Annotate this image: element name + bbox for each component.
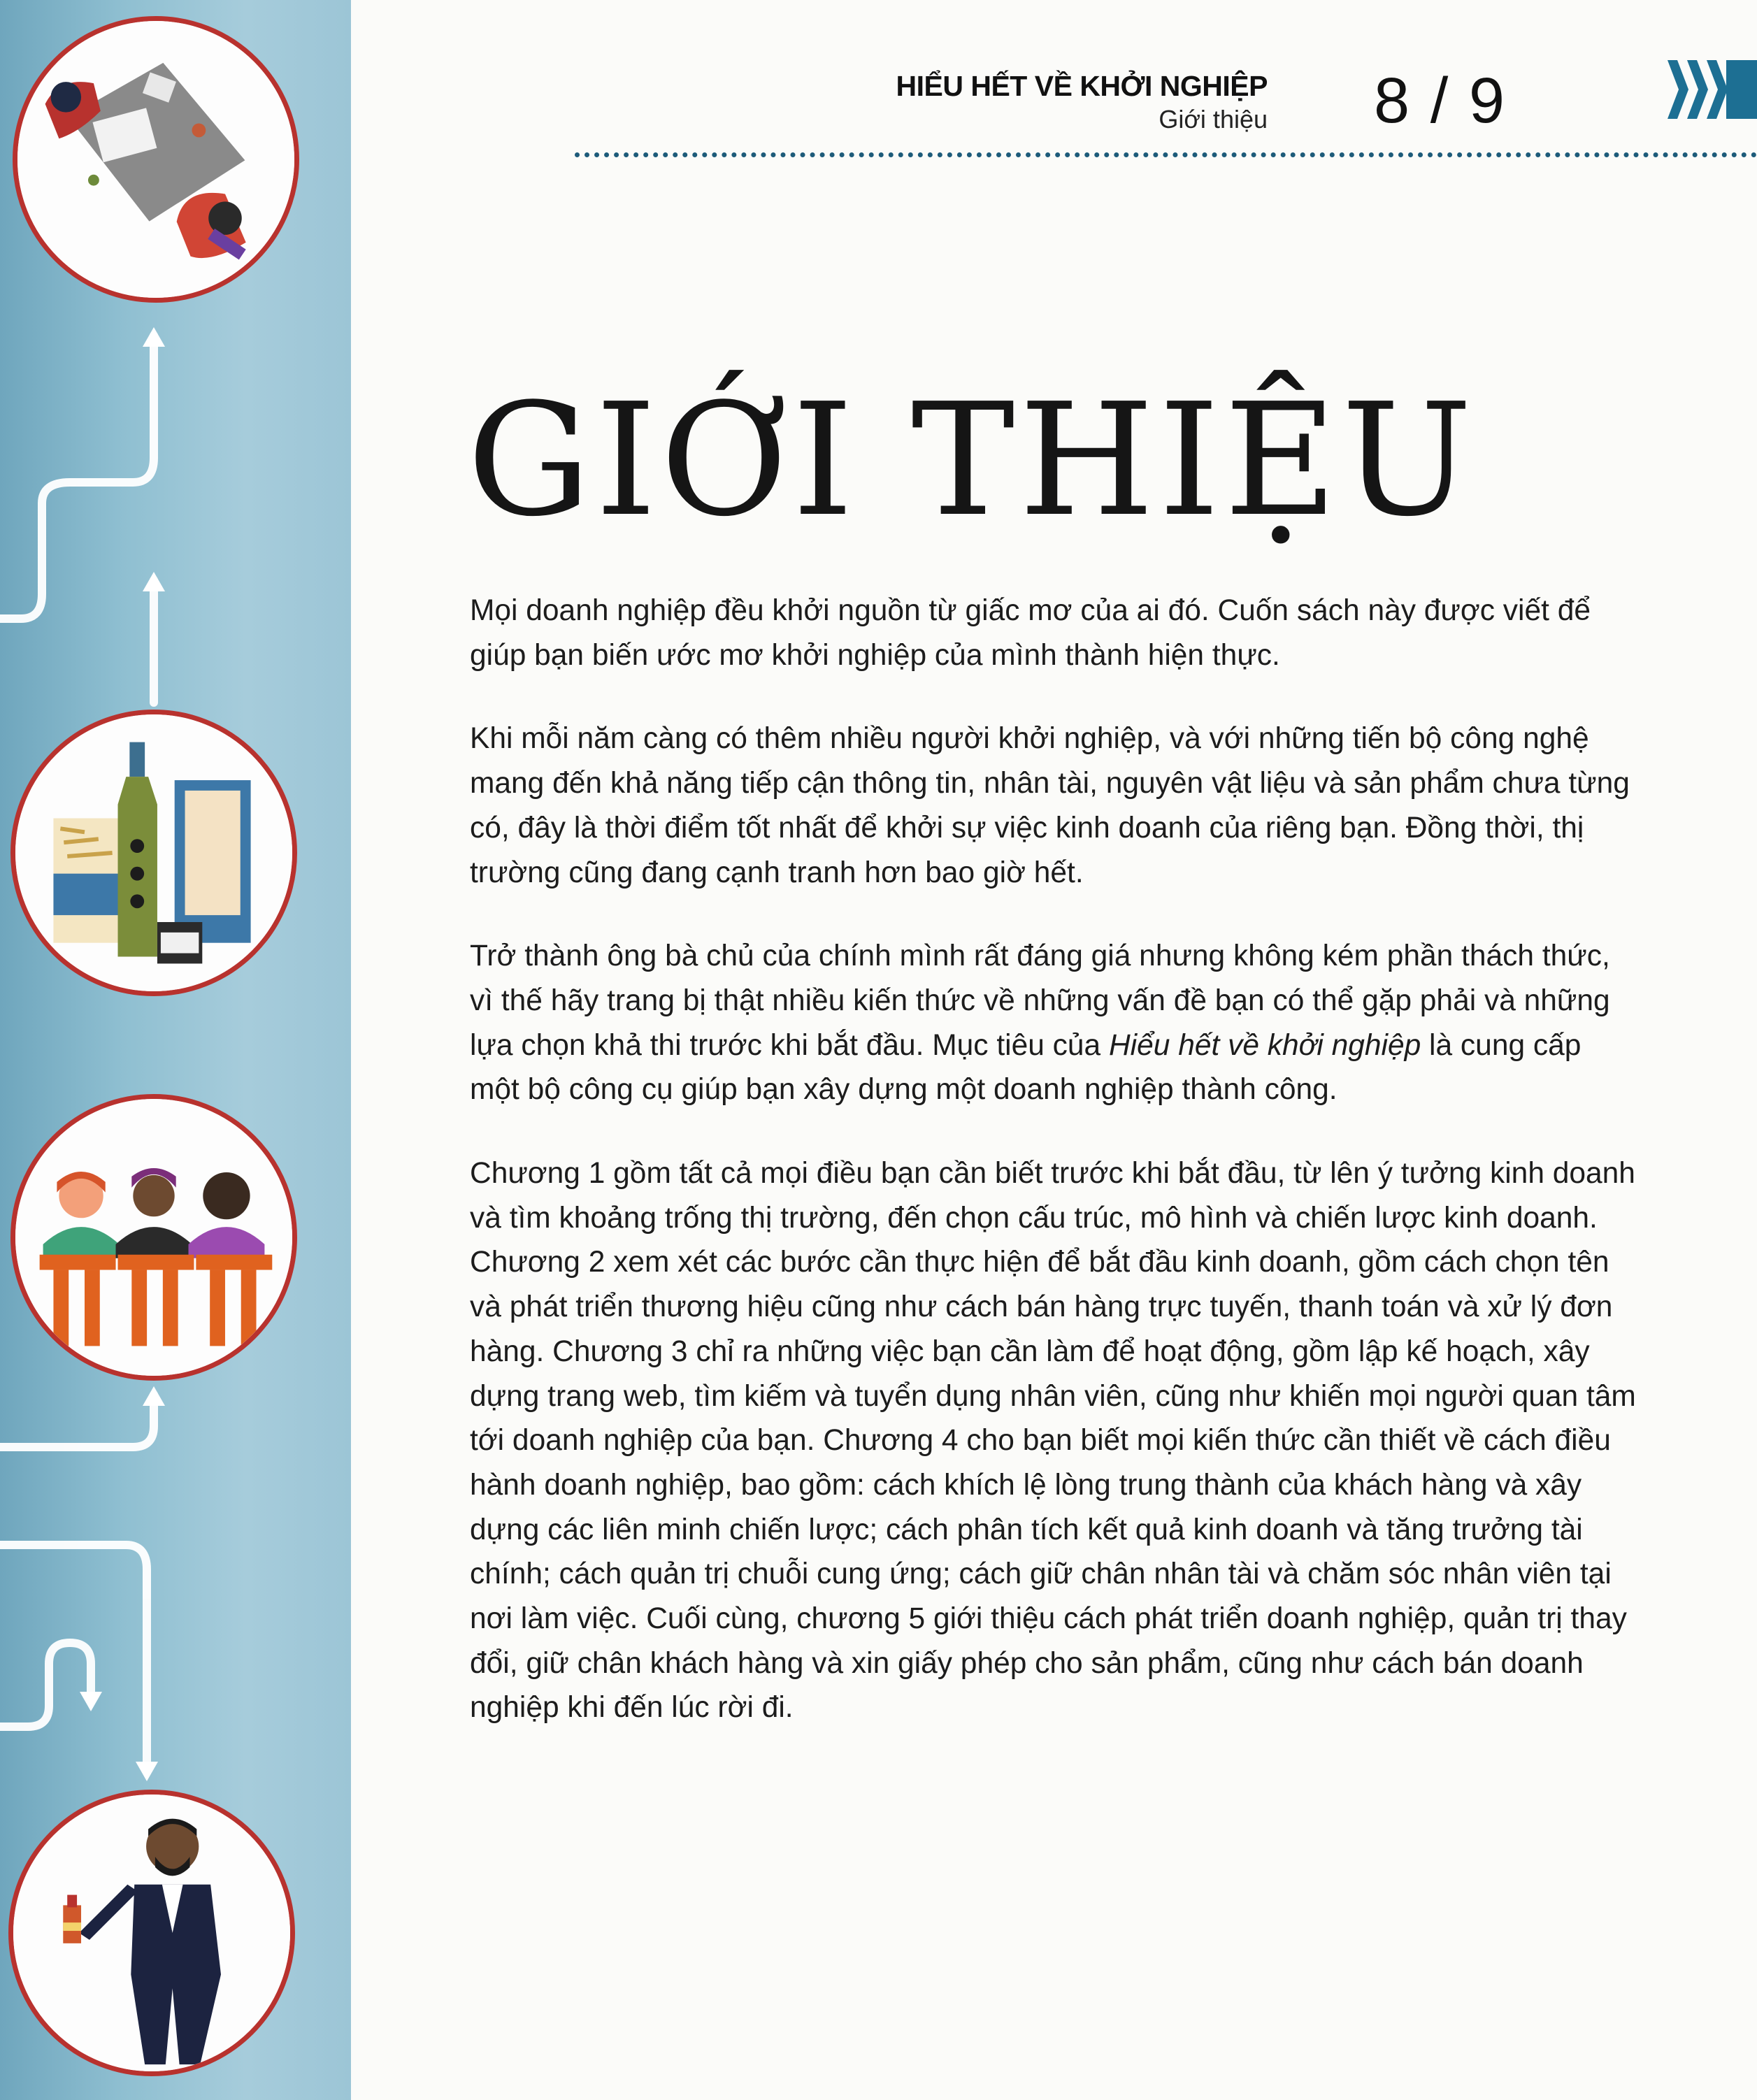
body-text: [470, 589, 1637, 1769]
paragraph-4: Chương 1 gồm tất cả mọi điều bạn cần biết trước khi bắt đầu, từ lên ý tưởng kinh doanh và tìm khoảng trống thị trường, đến chọn cấu trúc, mô hình và chiến lược kinh doanh. Chương 2 xem xét các bước cần thực hiện để bắt đầu kinh doanh, gồm cách chọn tên và phát triển thương hiệu cũng như cách bán hàng trực tuyến, thanh toán và xử lý đơn hàng. Chương 3 chỉ ra những việc bạn cần làm để hoạt động, gồm lập kế hoạch, xây dựng trang web, tìm kiếm và tuyển dụng nhân viên, cũng như khiến mọi người quan tâm tới doanh nghiệp của bạn. Chương 4 cho bạn biết mọi kiến thức cần thiết về cách điều hành doanh nghiệp, bao gồm: cách khích lệ lòng trung thành của khách hàng và xây dựng các liên minh chiến lược; cách phân tích kết quả kinh doanh và tăng trưởng tài chính; cách quản trị chuỗi cung ứng; cách giữ chân nhân tài và chăm sóc nhân viên tại nơi làm việc. Cuối cùng, chương 5 giới thiệu cách phát triển doanh nghiệp, quản trị thay đổi, giữ chân khách hàng và xin giấy phép cho sản phẩm, cũng như cách bán doanh nghiệp khi đến lúc rời đi.: [470, 1157, 1636, 1725]
decorative-sidebar-strip: [0, 0, 351, 2100]
arrow-down-icon: [80, 1692, 102, 1711]
book-title-italic: Hiểu hết về khởi nghiệp: [1108, 1028, 1421, 1062]
product-packaging-illustration: [10, 710, 297, 996]
paragraph-3: [470, 934, 1637, 1112]
arrow-down-icon: [136, 1762, 158, 1781]
paragraph-2: Khi mỗi năm càng có thêm nhiều người khởi nghiệp, và với những tiến bộ công nghệ mang đến khả năng tiếp cận thông tin, nhân tài, nguyên vật liệu và sản phẩm chưa từng có, đây là thời điểm tốt nhất để khởi sự việc kinh doanh của riêng bạn. Đồng thời, thị trường cũng đang cạnh tranh hơn bao giờ hết.: [470, 722, 1630, 889]
running-header-book-title: HIỂU HẾT VỀ KHỞI NGHIỆP: [896, 70, 1268, 102]
paragraph-1: Mọi doanh nghiệp đều khởi nguồn từ giấc mơ của ai đó. Cuốn sách này được viết để giúp bạn biến ước mơ khởi nghiệp của mình thành hiện thực.: [470, 594, 1591, 672]
header-dotted-divider: [575, 152, 1757, 157]
presenter-man-illustration: [8, 1790, 295, 2076]
path-arrows-decoration: [0, 0, 351, 2100]
triple-chevron-right-icon: [1668, 57, 1757, 122]
arrow-up-icon: [143, 1386, 165, 1406]
meeting-table-illustration: [13, 16, 299, 303]
panel-judges-illustration: [10, 1094, 297, 1381]
running-header-section: Giới thiệu: [1159, 105, 1268, 134]
paragraph-3-text-before: Trở thành ông bà chủ của chính mình rất đáng giá nhưng không kém phần thách thức, vì thế hãy trang bị thật nhiều kiến thức về những vấn đề bạn có thể gặp phải và những lựa chọn khả thi trước khi bắt đầu. Mục tiêu của: [470, 940, 1610, 1062]
page-number: 8 / 9: [1374, 65, 1507, 136]
arrow-up-icon: [143, 572, 165, 591]
page-title: GIỚI THIỆU: [467, 371, 1477, 551]
arrow-up-icon: [143, 327, 165, 347]
paragraph-3-text-after: là cung cấp một bộ công cụ giúp bạn xây dựng một doanh nghiệp thành công.: [470, 1028, 1582, 1107]
